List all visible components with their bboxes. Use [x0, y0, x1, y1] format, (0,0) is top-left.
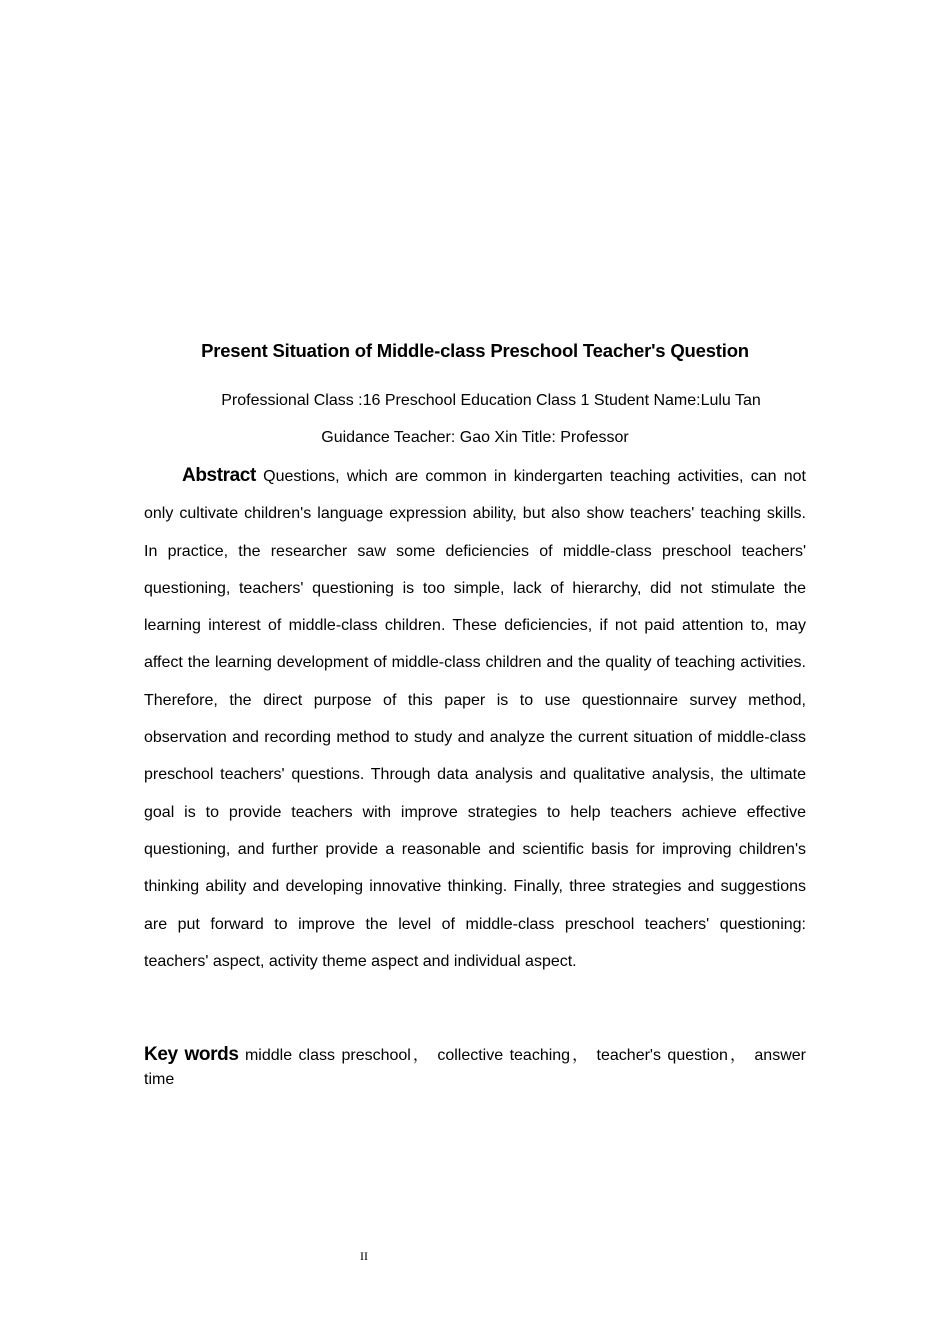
page-number: II: [360, 1249, 368, 1263]
keywords-text: middle class preschool， collective teaching， teacher's question， answer time: [144, 1047, 806, 1088]
advisor-info-line: Guidance Teacher: Gao Xin Title: Professor: [321, 429, 629, 446]
paper-title: Present Situation of Middle-class Preschool Teacher's Question: [201, 340, 749, 361]
keywords-label: Key words: [144, 1044, 239, 1065]
abstract-paragraph: [144, 457, 806, 980]
abstract-text: Questions, which are common in kindergarten teaching activities, can not only cultivate children's language expression ability, but also show teachers' teaching skills. In practice, the researcher saw some deficiencies of middle-class preschool teachers' questioning, teachers' questioning is too simple, lack of hierarchy, did not stimulate the learning interest of middle-class children. These deficiencies, if not paid attention to, may affect the learning development of middle-class children and the quality of teaching activities. Therefore, the direct purpose of this paper is to use questionnaire survey method, observation and recording method to study and analyze the current situation of middle-class preschool teachers' questions. Through data analysis and qualitative analysis, the ultimate goal is to provide teachers with improve strategies to help teachers achieve effective questioning, and further provide a reasonable and scientific basis for improving children's thinking ability and developing innovative thinking. Finally, three strategies and suggestions are put forward to improve the level of middle-class preschool teachers' questioning: teachers' aspect, activity theme aspect and individual aspect.: [144, 468, 806, 970]
abstract-label: Abstract: [182, 465, 256, 486]
keywords-paragraph: [144, 1043, 806, 1092]
author-info-line: Professional Class :16 Preschool Education Class 1 Student Name:Lulu Tan: [221, 392, 761, 409]
